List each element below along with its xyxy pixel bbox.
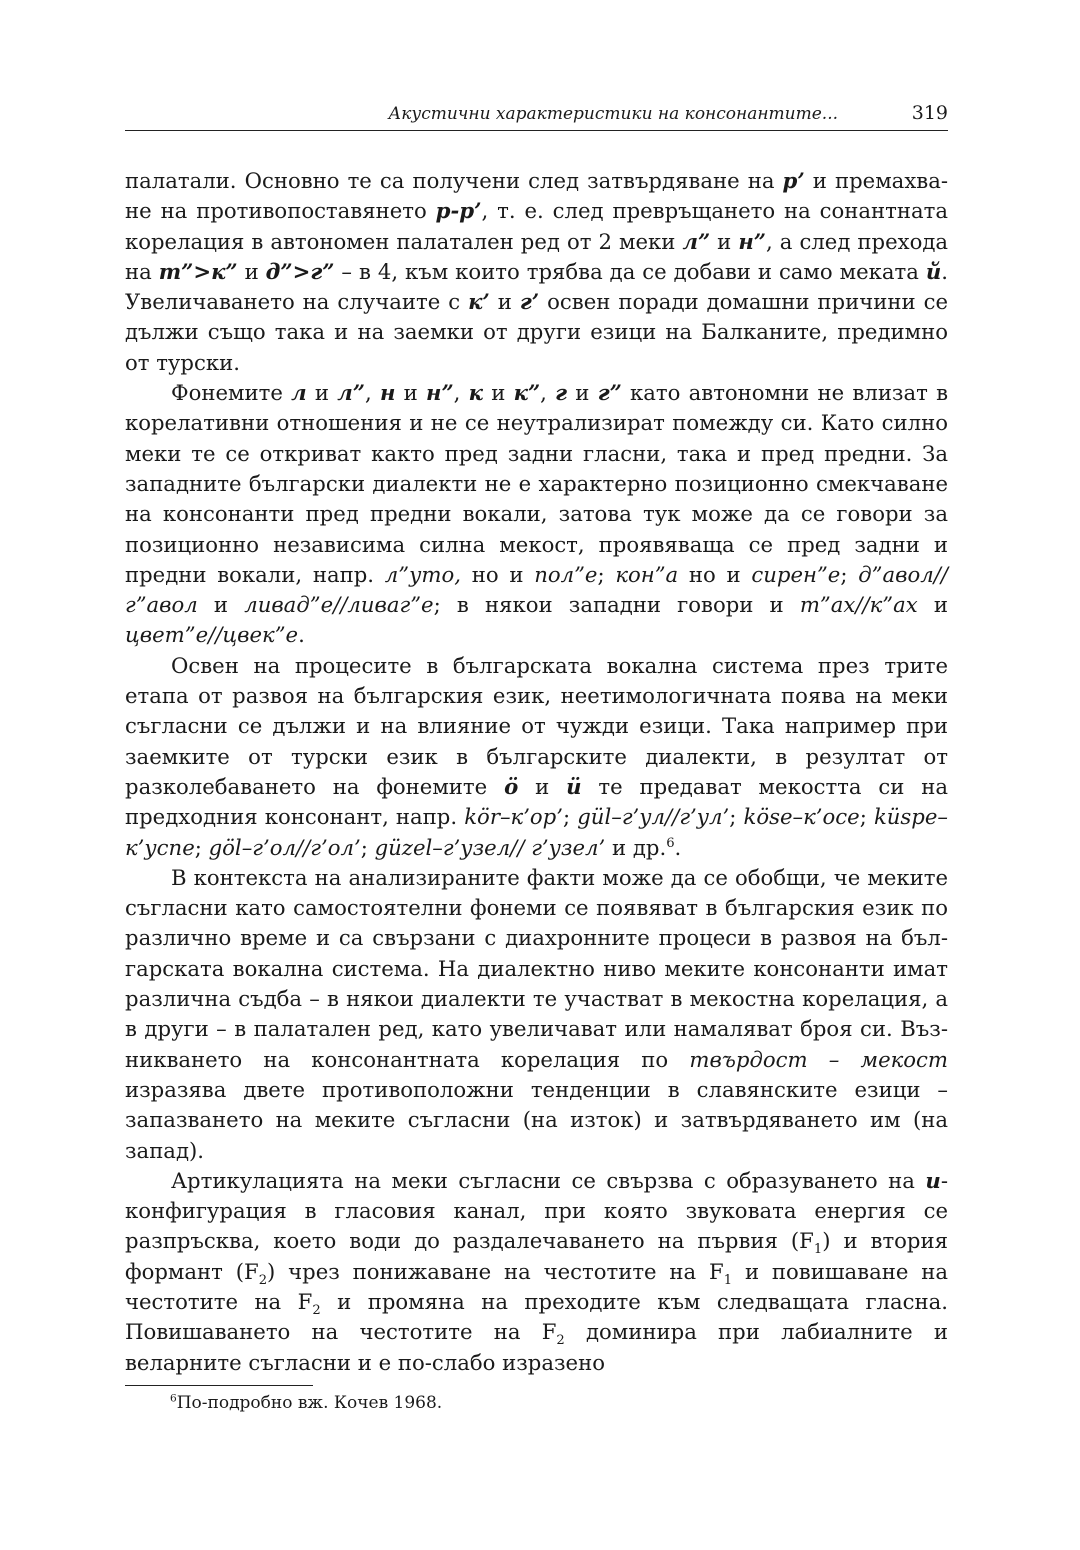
text-run: Артикулацията на меки съгласни се свързва с образуването на — [171, 1167, 926, 1193]
text-run: и — [917, 592, 948, 618]
text-run: и промяна на преходите към следващата гласна. Повишаването на честотите на F — [125, 1288, 948, 1345]
body-text — [125, 166, 948, 1378]
formant-subscript: 2 — [556, 1333, 565, 1349]
text-run: ; в някои западни говори и — [433, 592, 800, 618]
text-run: и — [395, 380, 427, 406]
example-word: ливад”е//ливаг”е — [244, 592, 434, 618]
phoneme-symbol: г’ — [519, 289, 540, 315]
formant-subscript: 2 — [258, 1272, 268, 1288]
text-run: и — [306, 380, 338, 406]
text-run: и — [197, 592, 245, 618]
text-run: . — [674, 834, 682, 860]
text-run: но и — [678, 561, 752, 587]
example-word: л”уто, — [384, 561, 461, 587]
example-word: köse–к’осе — [743, 804, 860, 830]
text-run: и — [489, 289, 520, 315]
text-run: ; — [729, 804, 744, 830]
example-word: твърдост – мекост — [689, 1046, 948, 1072]
text-run: В контекста на анализираните факти може да се обобщи, че меките съгласни като самостоятелни фонеми се появяват в българския език по различно време и са свързани с диахронните процеси в развоя на българската вокална система. На диалектно ниво меките консонанти имат различна съдба – в някои диалекти те участват в мекостна корелация, а в други – в палатален ред, като увеличават или намаляват броя си. Възникването на консонантната корелация по — [125, 864, 948, 1072]
text-run: Фонемите — [171, 380, 292, 406]
phoneme-symbol: н — [379, 380, 396, 406]
phoneme-symbol: н” — [738, 228, 766, 254]
paragraph — [125, 863, 948, 1166]
example-word: göl–г’ол//г’ол’ — [208, 834, 361, 860]
example-word: güzel–г’узел// г’узел’ — [374, 834, 606, 860]
text-run: като автономни не влизат в корелативни отношения и не се неутрализират помежду си. Като силно меки те се откриват както пред задни гласни, така и пред предни. За западните български диалекти не е характерно позиционно смекчаване на консонанти пред предни вокали, затова тук може да се говори за позиционно независима силна мекост, проявяваща се пред задни и предни вокали, напр. — [125, 380, 949, 587]
phoneme-symbol: к” — [513, 380, 541, 406]
text-run: ; — [562, 804, 578, 830]
example-word: сирен”е — [751, 561, 841, 587]
phoneme-symbol: к — [468, 380, 483, 406]
formant-subscript: 2 — [312, 1303, 321, 1319]
text-run: доминира при лабиалните и веларните съгласни и е по-слабо изразено — [125, 1319, 948, 1375]
example-word: д”авол//г”авол — [125, 561, 948, 618]
footnote-text: По-подробно вж. Кочев 1968. — [176, 1393, 443, 1413]
text-run: . Увеличаването на случаите с — [125, 258, 948, 315]
text-run: , т. е. след превръщането на сонантната корелация в автономен палатален ред от 2 меки — [125, 198, 948, 254]
phoneme-symbol: р’ — [782, 168, 805, 193]
phoneme-symbol: ö — [504, 773, 519, 799]
example-word: т”ах//к”ах — [799, 592, 918, 618]
phoneme-symbol: ü — [566, 773, 582, 799]
text-run: , — [364, 380, 380, 406]
text-run: . — [298, 622, 305, 648]
text-run: , а след прехода на — [125, 228, 949, 284]
phoneme-symbol: л” — [682, 228, 711, 254]
text-run: и — [710, 228, 739, 254]
example-word: кон”а — [615, 561, 679, 587]
text-run: те предават мекостта си на предходния консонант, напр. — [125, 773, 949, 830]
phoneme-symbol: г — [555, 380, 568, 406]
example-word: цвет”е//цвек”е — [125, 622, 299, 648]
phoneme-symbol: л” — [337, 380, 365, 406]
formant-subscript: 1 — [813, 1242, 823, 1258]
example-word: kör–к’ор’ — [464, 804, 563, 830]
footnote — [170, 1393, 442, 1413]
phoneme-symbol: д”>г” — [265, 258, 335, 284]
text-run: ; — [194, 834, 209, 860]
text-run: и премахване на противопоставянето — [125, 168, 948, 224]
example-word: gül–г’ул//г’ул’ — [577, 804, 730, 830]
text-run: освен поради домашни причини се дължи също така и на заемки от други езици на Балканите, предимно от турски. — [125, 289, 948, 375]
text-run: , — [540, 380, 556, 406]
paragraph — [125, 651, 948, 863]
paragraph — [125, 378, 948, 651]
paragraph — [125, 166, 948, 378]
phoneme-symbol: й — [925, 258, 942, 284]
text-run: – в 4, към които трябва да се добави и само меката — [334, 258, 926, 284]
phoneme-symbol: к’ — [468, 289, 490, 315]
text-run: ; — [597, 561, 616, 587]
text-run: и др. — [605, 834, 667, 860]
footnote-reference: 6 — [666, 835, 675, 851]
phoneme-symbol: т”>к” — [158, 258, 238, 284]
phoneme-symbol: л — [291, 380, 307, 406]
text-run: ; — [840, 561, 859, 587]
text-run: и — [518, 773, 567, 799]
example-word: küspe–к’успе — [125, 804, 948, 860]
formant-subscript: 1 — [723, 1272, 733, 1288]
text-run: и — [237, 258, 266, 284]
phoneme-symbol: г” — [597, 380, 622, 406]
text-run: и повишаване на честотите на F — [125, 1258, 949, 1314]
text-run: -конфигурация в гласовия канал, при която звуковата енергия се разпръсква, което води до раздалечаването на първия (F — [125, 1167, 948, 1254]
text-run: , — [453, 380, 469, 406]
text-run: но и — [460, 561, 535, 587]
page-number: 319 — [911, 102, 948, 124]
paragraph — [125, 1166, 948, 1378]
text-run: Освен на процесите в българската вокална система през трите етапа от развоя на българския език, неетимологичната поява на меки съгласни се дължи и на влияние от чужди езици. Така например при заемките от турски език в българските диалекти, в резултат от разколебаването на фонемите — [125, 652, 948, 799]
text-run: ) и втория формант (F — [125, 1228, 948, 1284]
running-title: Акустични характеристики на консонантите... — [388, 104, 838, 124]
text-run: ; — [360, 834, 375, 860]
running-header — [125, 100, 948, 131]
text-run: и — [567, 380, 598, 406]
footnote-divider — [125, 1385, 313, 1386]
text-run: палатали. Основно те са получени след затвърдяване на — [125, 168, 783, 193]
phoneme-symbol: и — [925, 1167, 941, 1193]
phoneme-symbol: р-р’ — [435, 198, 482, 224]
text-run: ; — [859, 804, 874, 830]
text-run: ) чрез понижаване на честотите на F — [267, 1258, 724, 1284]
phoneme-symbol: н” — [426, 380, 454, 406]
text-run: и — [483, 380, 514, 406]
example-word: пол”е — [534, 561, 598, 587]
footnote-number: 6 — [170, 1392, 177, 1405]
text-run: изразява двете противоположни тенденции в славянските езици – запазването на меките съгласни (на изток) и затвърдяването им (на запад). — [125, 1076, 948, 1163]
